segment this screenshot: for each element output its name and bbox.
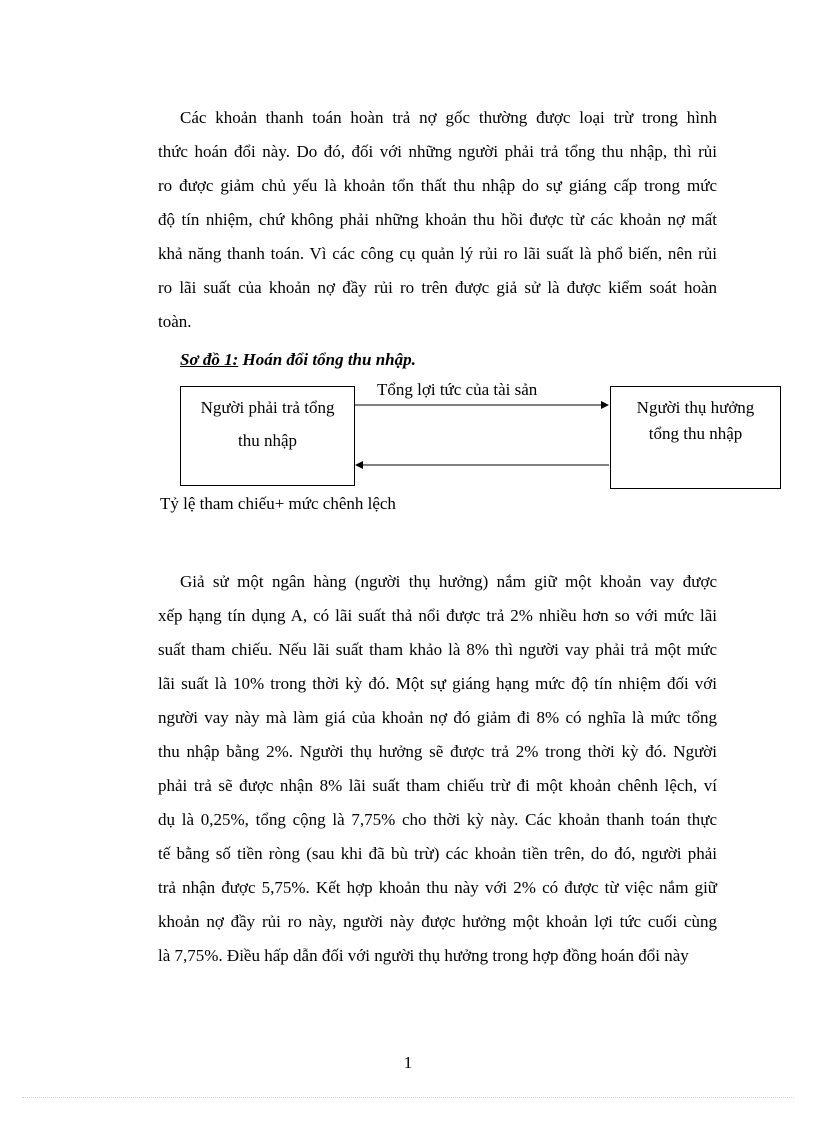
receiver-box-line: tổng thu nhập xyxy=(648,424,743,443)
paragraph-line: người vay này mà làm giá của khoản nợ đó giảm đi 8% có nghĩa là mức tổng xyxy=(158,708,717,727)
paragraph-line: khả năng thanh toán. Vì các công cụ quản lý rủi ro lãi suất là phổ biến, nên rủi xyxy=(158,244,717,263)
paragraph-line: Giả sử một ngân hàng (người thụ hưởng) nắm giữ một khoản vay được xyxy=(180,572,717,591)
paragraph-line: phải trả sẽ được nhận 8% lãi suất tham chiếu trừ đi một khoản chênh lệch, ví xyxy=(158,776,717,795)
diagram-caption-number: Sơ đồ 1: xyxy=(180,350,239,369)
arrow-to-receiver-head xyxy=(601,401,609,409)
page-bottom-divider xyxy=(22,1097,794,1098)
paragraph-line: xếp hạng tín dụng A, có lãi suất thả nổi được trả 2% nhiều hơn so với mức lãi xyxy=(158,606,717,625)
paragraph-line: suất tham chiếu. Nếu lãi suất tham khảo là 8% thì người vay phải trả một mức xyxy=(158,640,717,659)
paragraph-line: ro được giảm chủ yếu là khoản tổn thất thu nhập do sự giáng cấp trong mức xyxy=(158,176,717,195)
paragraph-line: trả nhận được 5,75%. Kết hợp khoản thu này với 2% có được từ việc nắm giữ xyxy=(158,878,717,897)
paragraph-line: dụ là 0,25%, tổng cộng là 7,75% cho thời kỳ này. Các khoản thanh toán thực xyxy=(158,810,717,829)
arrow-to-payer-head xyxy=(355,461,363,469)
paragraph-line: toàn. xyxy=(158,312,192,331)
payer-box-line: Người phải trả tổng xyxy=(200,398,335,417)
payer-box-line: thu nhập xyxy=(237,431,298,450)
paragraph-line: ro lãi suất của khoản nợ đầy rủi ro trên được giả sử là được kiểm soát hoàn xyxy=(158,278,717,297)
paragraph-line: tế bằng số tiền ròng (sau khi đã bù trừ) các khoản tiền trên, do đó, người phải xyxy=(158,844,717,863)
paragraph-line: thức hoán đổi này. Do đó, đối với những người phải trả tổng thu nhập, thì rủi xyxy=(158,142,717,161)
paragraph-line: Các khoản thanh toán hoàn trả nợ gốc thường được loại trừ trong hình xyxy=(180,108,717,127)
paragraph-line: độ tín nhiệm, chứ không phải những khoản thu hồi được từ các khoản nợ mất xyxy=(158,210,717,229)
total-return-label: Tổng lợi tức của tài sản xyxy=(377,380,538,399)
paragraph-example xyxy=(158,565,717,973)
page-number: 1 xyxy=(403,1053,413,1072)
paragraph-line: lãi suất là 10% trong thời kỳ đó. Một sự giáng hạng mức độ tín nhiệm đối với xyxy=(158,674,717,693)
receiver-box-line: Người thụ hưởng xyxy=(636,398,755,417)
reference-rate-label: Tỷ lệ tham chiếu+ mức chênh lệch xyxy=(160,494,396,513)
diagram-caption-title: Hoán đổi tổng thu nhập. xyxy=(238,350,416,369)
paragraph-line: khoản nợ đầy rủi ro này, người này được hưởng một khoản lợi tức cuối cùng xyxy=(158,912,717,931)
paragraph-line: thu nhập bằng 2%. Người thụ hưởng sẽ được trả 2% trong thời kỳ đó. Người xyxy=(158,742,717,761)
paragraph-line: là 7,75%. Điều hấp dẫn đối với người thụ hưởng trong hợp đồng hoán đổi này xyxy=(158,946,689,965)
